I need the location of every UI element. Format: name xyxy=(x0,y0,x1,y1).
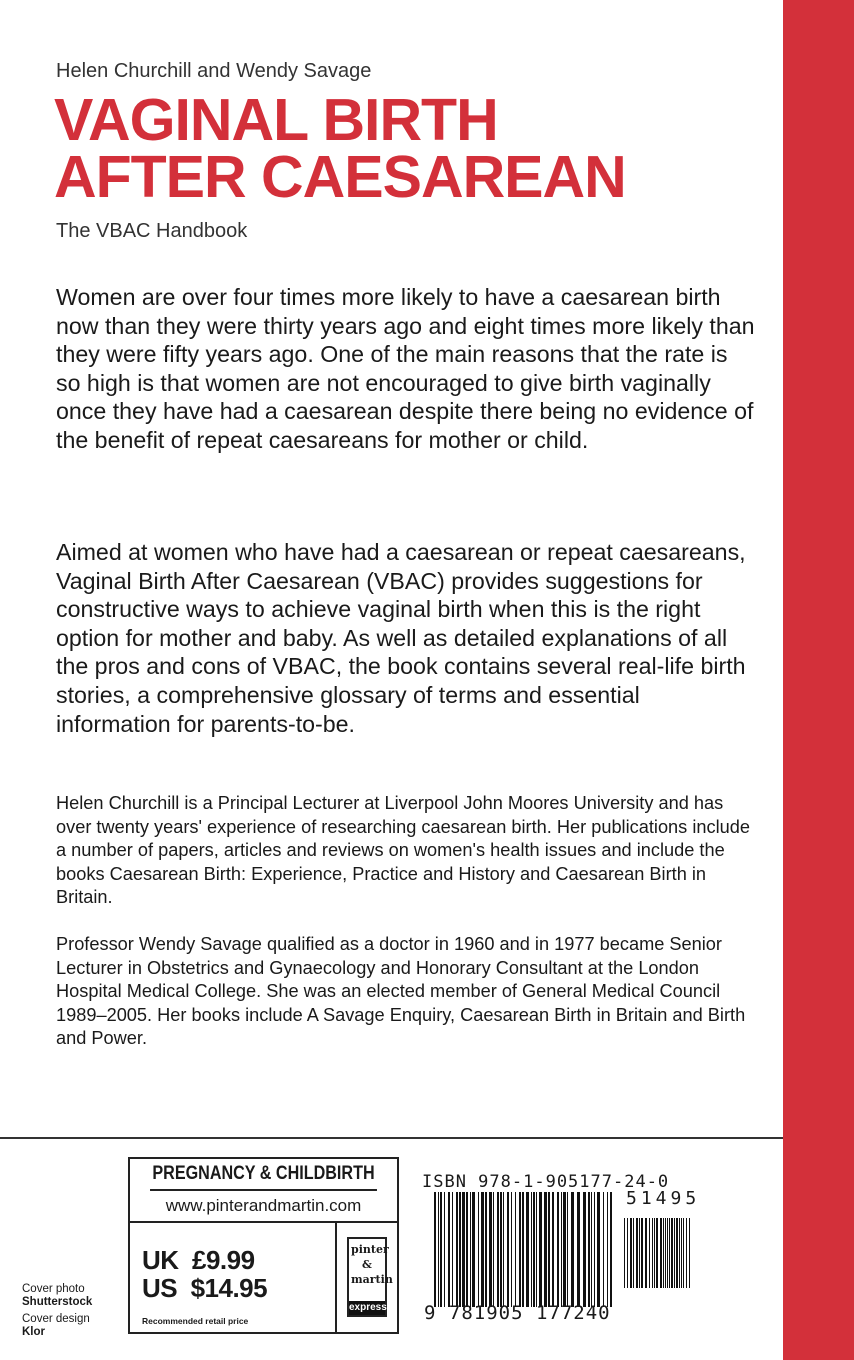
barcode-bar xyxy=(440,1192,442,1307)
addon-bar xyxy=(671,1218,673,1288)
credit-value: Shutterstock xyxy=(22,1296,93,1308)
book-title xyxy=(54,87,626,210)
barcode-bar xyxy=(548,1192,550,1307)
barcode-bar xyxy=(563,1192,566,1307)
barcode-bar xyxy=(434,1192,436,1307)
barcode-bar xyxy=(567,1192,568,1307)
addon-bar xyxy=(681,1218,682,1288)
barcode-bar xyxy=(444,1192,445,1307)
barcode-bar xyxy=(462,1192,465,1307)
logo-sub: express xyxy=(349,1302,387,1313)
addon-bar xyxy=(633,1218,634,1288)
blurb-paragraph: Aimed at women who have had a caesarean or repeat caesareans, Vaginal Birth After Caesarean (VBAC) provides suggestions for constructive ways to achieve vaginal birth when this is the right option for mother and baby. As well as detailed explanations of all the pros and cons of VBAC, the book contains several real-life birth stories, a comprehensive glossary of terms and essential information for parents-to-be. xyxy=(56,539,746,737)
addon-bar xyxy=(665,1218,666,1288)
rrp-label: Recommended retail price xyxy=(142,1316,249,1326)
addon-bar xyxy=(649,1218,650,1288)
barcode-bar xyxy=(515,1192,516,1307)
barcode-bar xyxy=(607,1192,608,1307)
barcode-bar xyxy=(533,1192,535,1307)
addon-bar xyxy=(645,1218,647,1288)
addon-bar xyxy=(683,1218,684,1288)
barcode-bar xyxy=(503,1192,504,1307)
addon-bar xyxy=(624,1218,625,1288)
publisher-url: www.pinterandmartin.com xyxy=(130,1191,397,1223)
barcode-bar xyxy=(511,1192,512,1307)
addon-bar xyxy=(686,1218,687,1288)
barcode-bar xyxy=(577,1192,580,1307)
category: PREGNANCY & CHILDBIRTH xyxy=(150,1159,377,1191)
red-spine-stripe xyxy=(783,0,854,1360)
barcode-bar xyxy=(588,1192,590,1307)
barcode-bar xyxy=(438,1192,439,1307)
barcode-bar xyxy=(591,1192,592,1307)
barcode-bar xyxy=(470,1192,471,1307)
authors: Helen Churchill and Wendy Savage xyxy=(56,60,372,82)
addon-bar xyxy=(652,1218,653,1288)
barcode-bar xyxy=(478,1192,479,1307)
addon-bar xyxy=(660,1218,662,1288)
credit-label: Cover design xyxy=(22,1313,90,1325)
barcode-bar xyxy=(531,1192,532,1307)
addon-bar xyxy=(689,1218,690,1288)
barcode-bar xyxy=(597,1192,600,1307)
barcode-bar xyxy=(519,1192,521,1307)
barcode-bar xyxy=(552,1192,554,1307)
barcode-bar xyxy=(544,1192,547,1307)
barcode-bar xyxy=(594,1192,595,1307)
author-bio: Helen Churchill is a Principal Lecturer at Liverpool John Moores University and has over twenty years' experience of researching caesarean birth. Her publications include a number of papers, articles and reviews on women's health issues and include the books Caesarean Birth: Experience, Practice and History and Caesarean Birth in Britain. xyxy=(56,793,750,907)
addon-bar xyxy=(656,1218,658,1288)
barcode-bar xyxy=(466,1192,468,1307)
addon-bar xyxy=(627,1218,628,1288)
barcode-bar xyxy=(448,1192,450,1307)
barcode-bar xyxy=(507,1192,509,1307)
barcode-bar xyxy=(557,1192,559,1307)
title-line: AFTER CAESAREAN xyxy=(54,144,626,210)
addon-bar xyxy=(663,1218,664,1288)
barcode-bar xyxy=(493,1192,494,1307)
barcode-bar xyxy=(610,1192,612,1307)
barcode-bar xyxy=(583,1192,586,1307)
barcode-bar xyxy=(481,1192,484,1307)
addon-bar xyxy=(641,1218,643,1288)
price-box xyxy=(128,1157,399,1334)
barcode-bar xyxy=(603,1192,604,1307)
addon-bar xyxy=(639,1218,640,1288)
barcode-bar xyxy=(485,1192,487,1307)
barcode xyxy=(428,1192,698,1312)
barcode-bar xyxy=(497,1192,499,1307)
barcode-bar xyxy=(459,1192,461,1307)
addon-bar xyxy=(676,1218,678,1288)
divider xyxy=(0,1137,783,1139)
addon-bar xyxy=(667,1218,668,1288)
barcode-bar xyxy=(536,1192,537,1307)
barcode-bar xyxy=(539,1192,542,1307)
addon-bar xyxy=(679,1218,680,1288)
barcode-bar xyxy=(561,1192,562,1307)
publisher-logo: pinter & martin express xyxy=(337,1223,397,1332)
barcode-bar xyxy=(522,1192,524,1307)
barcode-bar xyxy=(526,1192,529,1307)
addon-bar xyxy=(636,1218,638,1288)
subtitle: The VBAC Handbook xyxy=(56,220,248,242)
addon-bar xyxy=(674,1218,675,1288)
title-line: VAGINAL BIRTH xyxy=(54,87,498,153)
blurb-paragraph: Women are over four times more likely to have a caesarean birth now than they were thirty years ago and eight times more likely than they were fifty years ago. One of the main reasons that the rate is so high is that women are not encouraged to give birth vaginally once they have had a caesarean despite there being no evidence of the benefit of repeat caesareans for mother or child. xyxy=(56,284,755,453)
credit-value: Klor xyxy=(22,1326,45,1338)
addon-bar xyxy=(654,1218,655,1288)
barcode-bar xyxy=(456,1192,458,1307)
barcode-bar xyxy=(452,1192,453,1307)
isbn-text: ISBN 978-1-905177-24-0 xyxy=(422,1172,670,1192)
barcode-bar xyxy=(500,1192,502,1307)
barcode-bar xyxy=(571,1192,574,1307)
credit-label: Cover photo xyxy=(22,1283,85,1295)
author-bio: Professor Wendy Savage qualified as a doctor in 1960 and in 1977 became Senior Lecturer in Obstetrics and Gynaecology and Honorary Consultant at the London Hospital Medical College. She was an elected member of General Medical Council 1989–2005. Her books include A Savage Enquiry, Caesarean Birth in Britain and Birth and Power. xyxy=(56,934,746,1048)
addon-bar xyxy=(669,1218,670,1288)
addon-bar xyxy=(630,1218,632,1288)
cover-credits xyxy=(22,1283,92,1343)
addon-code: 51495 xyxy=(626,1188,701,1209)
barcode-bar xyxy=(472,1192,475,1307)
barcode-bar xyxy=(489,1192,492,1307)
us-price: US $14.95 xyxy=(142,1273,268,1303)
ean-digits: 9 781905 177240 xyxy=(424,1302,611,1324)
uk-price: UK £9.99 xyxy=(142,1245,255,1275)
